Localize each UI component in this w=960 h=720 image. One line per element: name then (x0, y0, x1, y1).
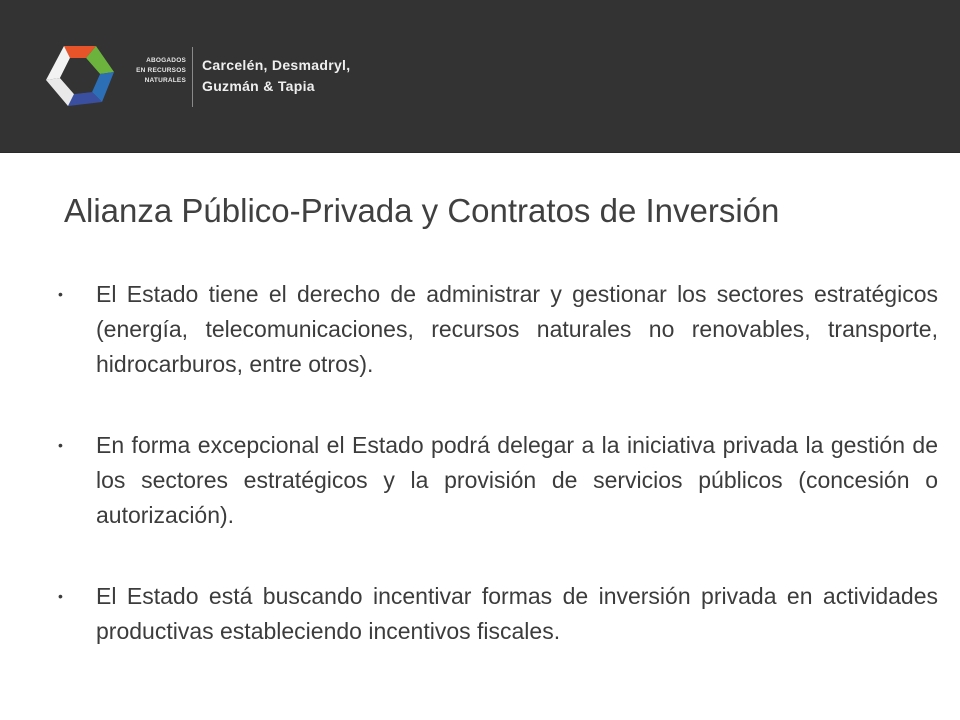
logo-tagline-line: NATURALES (144, 77, 186, 84)
bullet-icon: • (58, 437, 63, 453)
logo-tagline (126, 56, 186, 86)
logo-tagline-line: EN RECURSOS (136, 67, 186, 74)
bullet-item (58, 428, 938, 533)
bullet-text: El Estado tiene el derecho de administrar y gestionar los sectores estratégicos (energía, telecomunicaciones, recursos naturales no renovables, transporte, hidrocarburos, entre otros). (96, 281, 938, 377)
firm-name-line: Guzmán & Tapia (202, 78, 315, 94)
bullet-text: El Estado está buscando incentivar formas de inversión privada en actividades productivas estableciendo incentivos fiscales. (96, 583, 938, 644)
bullet-text: En forma excepcional el Estado podrá delegar a la iniciativa privada la gestión de los sectores estratégicos y la provisión de servicios públicos (concesión o autorización). (96, 432, 938, 528)
logo-tagline-line: ABOGADOS (146, 57, 186, 64)
bullet-list (58, 277, 938, 649)
bullet-icon: • (58, 286, 63, 302)
hexagon-logo-icon (44, 42, 116, 110)
firm-name (202, 55, 350, 97)
bullet-icon: • (58, 588, 63, 604)
bullet-item (58, 579, 938, 649)
logo-divider (192, 47, 193, 107)
bullet-item (58, 277, 938, 382)
header-band (0, 0, 960, 153)
firm-name-line: Carcelén, Desmadryl, (202, 57, 351, 73)
slide-title: Alianza Público-Privada y Contratos de Inversión (64, 192, 780, 229)
